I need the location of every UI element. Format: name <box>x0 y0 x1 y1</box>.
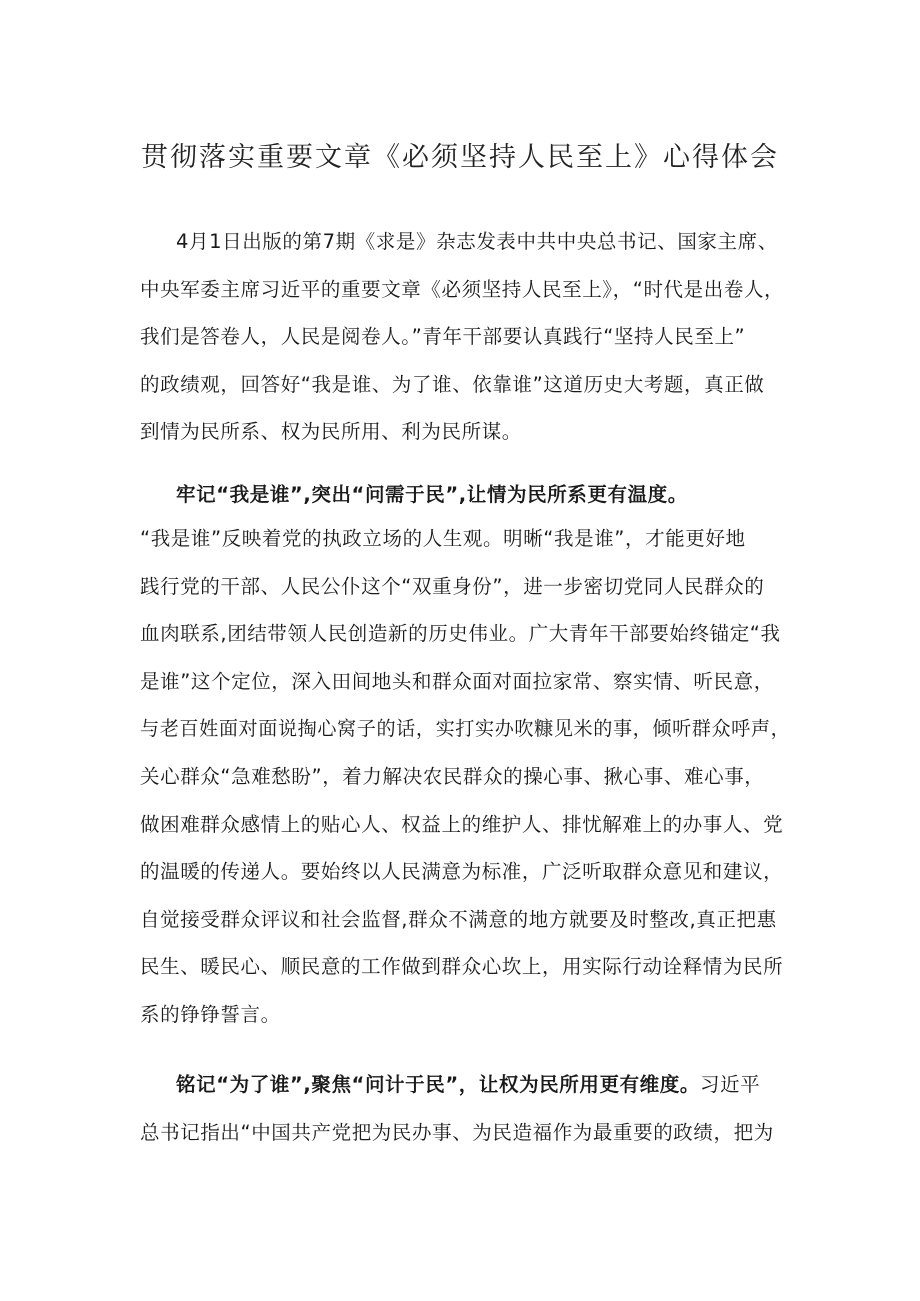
section1-line-3: 血肉联系,团结带领人民创造新的历史伟业。广大青年干部要始终锚定“我 <box>140 622 781 645</box>
section1-line-6: 关心群众“急难愁盼”，着力解决农民群众的操心事、揪心事、难心事， <box>140 765 765 788</box>
intro-line-3: 我们是答卷人，人民是阅卷人。”青年干部要认真践行“坚持人民至上” <box>140 325 746 348</box>
section1-line-2: 践行党的干部、人民公仆这个“双重身份”，进一步密切党同人民群众的 <box>140 575 765 598</box>
intro-line-5: 到情为民所系、权为民所用、利为民所谋。 <box>140 420 522 443</box>
section1-line-4: 是谁”这个定位，深入田间地头和群众面对面拉家常、察实情、听民意， <box>140 670 774 693</box>
section1-line-8: 的温暖的传递人。要始终以人民满意为标准，广泛听取群众意见和建议， <box>140 860 784 883</box>
section1-line-10: 民生、暖民心、顺民意的工作做到群众心坎上，用实际行动诠释情为民所 <box>140 955 784 978</box>
section2-first-line <box>176 1071 760 1099</box>
section1-line-11: 系的铮铮誓言。 <box>140 1003 281 1026</box>
section2-line-1: 总书记指出“中国共产党把为民办事、为民造福作为最重要的政绩，把为 <box>140 1121 774 1144</box>
intro-line-1: 4月1日出版的第7期《求是》杂志发表中共中央总书记、国家主席、 <box>176 230 778 253</box>
section1-heading: 牢记“我是谁”,突出“问需于民”,让情为民所系更有温度。 <box>176 483 688 506</box>
intro-line-4: 的政绩观，回答好“我是谁、为了谁、依靠谁”这道历史大考题，真正做 <box>140 373 765 396</box>
section1-line-9: 自觉接受群众评议和社会监督,群众不满意的地方就要及时整改,真正把惠 <box>140 908 777 931</box>
section1-line-1: “我是谁”反映着党的执政立场的人生观。明晰“我是谁”，才能更好地 <box>140 527 746 550</box>
intro-line-2: 中央军委主席习近平的重要文章《必须坚持人民至上》，“时代是出卷人， <box>140 278 785 301</box>
section2-heading: 铭记“为了谁”,聚焦“问计于民”，让权为民所用更有维度。 <box>176 1073 700 1096</box>
section2-text-after-heading: 习近平 <box>699 1073 761 1096</box>
document-title: 贯彻落实重要文章《必须坚持人民至上》心得体会 <box>141 142 779 173</box>
section1-line-7: 做困难群众感情上的贴心人、权益上的维护人、排忧解难上的办事人、党 <box>140 813 784 836</box>
section1-line-5: 与老百姓面对面说掏心窝子的话，实打实办吹糠见米的事，倾听群众呼声， <box>140 717 791 740</box>
